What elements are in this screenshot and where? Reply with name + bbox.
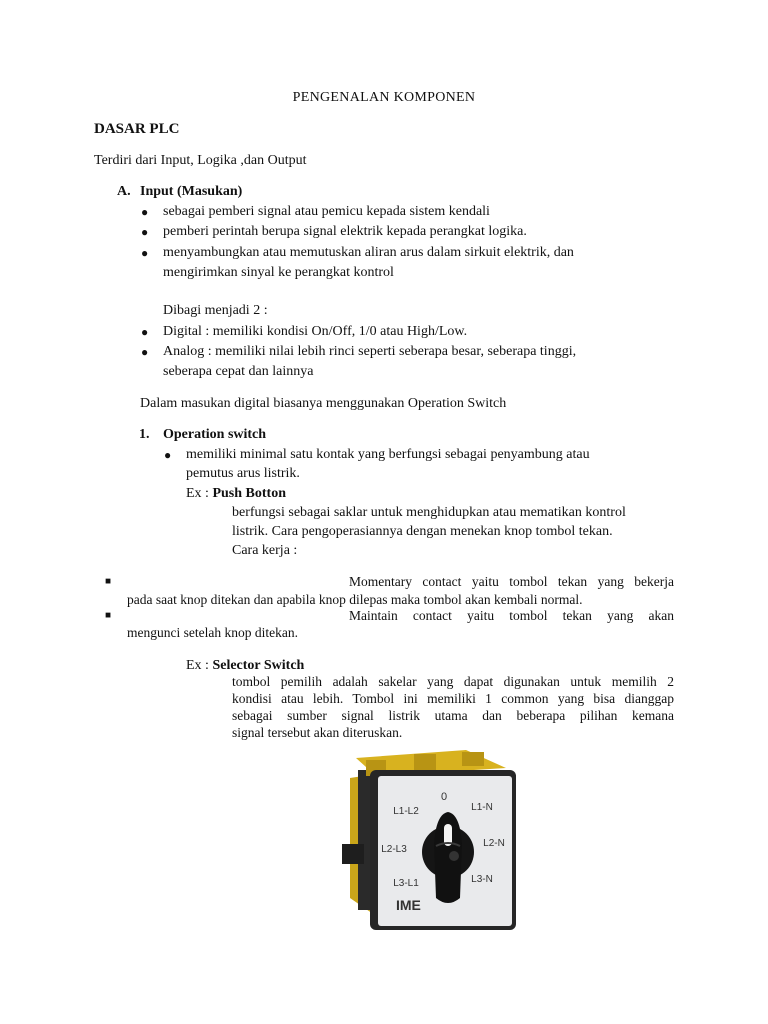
selector-switch-image <box>336 748 522 934</box>
bullet-text: sebagai pemberi signal atau pemicu kepada sistem kendali <box>163 204 490 219</box>
op-switch-desc: memiliki minimal satu kontak yang berfungsi sebagai penyambung atau <box>186 447 590 462</box>
section-a-marker: A. <box>117 184 131 199</box>
bullet-text: menyambungkan atau memutuskan aliran arus dalam sirkuit elektrik, dan <box>163 245 574 260</box>
type-analog: Analog : memiliki nilai lebih rinci seperti seberapa besar, seberapa tinggi, <box>163 344 577 359</box>
ex-label: Ex : <box>186 486 213 501</box>
switch-label: L3-L1 <box>393 878 419 889</box>
page-title: PENGENALAN KOMPONEN <box>292 90 476 105</box>
selector-desc: sebagai sumber signal listrik utama dan beberapa pilihan kemana <box>232 708 674 723</box>
section-heading: DASAR PLC <box>94 121 180 137</box>
push-desc: listrik. Cara pengoperasiannya dengan menekan knop tombol tekan. <box>232 524 613 539</box>
momentary-text: Momentary contact yaitu tombol tekan yang bekerja <box>349 574 674 589</box>
bullet-icon: ● <box>141 345 149 359</box>
maintain-text-cont: mengunci setelah knop ditekan. <box>127 625 298 640</box>
bullet-icon: ● <box>164 448 172 462</box>
bullet-icon: ● <box>141 205 149 219</box>
op-switch-desc-cont: pemutus arus listrik. <box>186 466 300 481</box>
selector-desc: signal tersebut akan diteruskan. <box>232 725 403 740</box>
push-desc: berfungsi sebagai saklar untuk menghidupkan atau mematikan kontrol <box>232 505 626 520</box>
type-analog-cont: seberapa cepat dan lainnya <box>163 364 314 379</box>
divided-text: Dibagi menjadi 2 : <box>163 303 268 318</box>
selector-desc: tombol pemilih adalah sakelar yang dapat digunakan untuk memilih 2 <box>232 674 674 689</box>
push-button-line <box>186 484 286 503</box>
push-button-title: Push Botton <box>212 486 286 501</box>
intro-text: Terdiri dari Input, Logika ,dan Output <box>94 153 307 168</box>
maintain-text: Maintain contact yaitu tombol tekan yang akan <box>349 608 674 623</box>
switch-label: 0 <box>440 791 448 803</box>
selector-title: Selector Switch <box>212 658 305 673</box>
switch-label: L1-N <box>471 802 493 813</box>
bullet-icon: ● <box>141 325 149 339</box>
bullet-icon: ● <box>141 246 149 260</box>
momentary-text-cont: pada saat knop ditekan dan apabila knop dilepas maka tombol akan kembali normal. <box>127 592 583 607</box>
op-switch-marker: 1. <box>139 427 150 442</box>
bullet-text-cont: mengirimkan sinyal ke perangkat kontrol <box>163 265 394 280</box>
section-a-title: Input (Masukan) <box>140 184 243 199</box>
push-desc: Cara kerja : <box>232 543 298 558</box>
switch-label: L2-L3 <box>381 844 407 855</box>
ex-label: Ex : <box>186 658 213 673</box>
square-bullet-icon: ■ <box>105 576 112 587</box>
selector-desc: kondisi atau lebih. Tombol ini memiliki 1 common yang bisa dianggap <box>232 691 674 706</box>
brand-logo: IME <box>396 897 421 913</box>
bullet-icon: ● <box>141 225 149 239</box>
switch-label: L2-N <box>483 838 505 849</box>
digital-note: Dalam masukan digital biasanya menggunakan Operation Switch <box>140 396 507 411</box>
type-digital: Digital : memiliki kondisi On/Off, 1/0 atau High/Low. <box>163 324 468 339</box>
bullet-text: pemberi perintah berupa signal elektrik kepada perangkat logika. <box>163 224 527 239</box>
switch-label: L3-N <box>471 874 493 885</box>
square-bullet-icon: ■ <box>105 610 112 621</box>
switch-label: L1-L2 <box>393 806 419 817</box>
op-switch-title: Operation switch <box>163 427 267 442</box>
